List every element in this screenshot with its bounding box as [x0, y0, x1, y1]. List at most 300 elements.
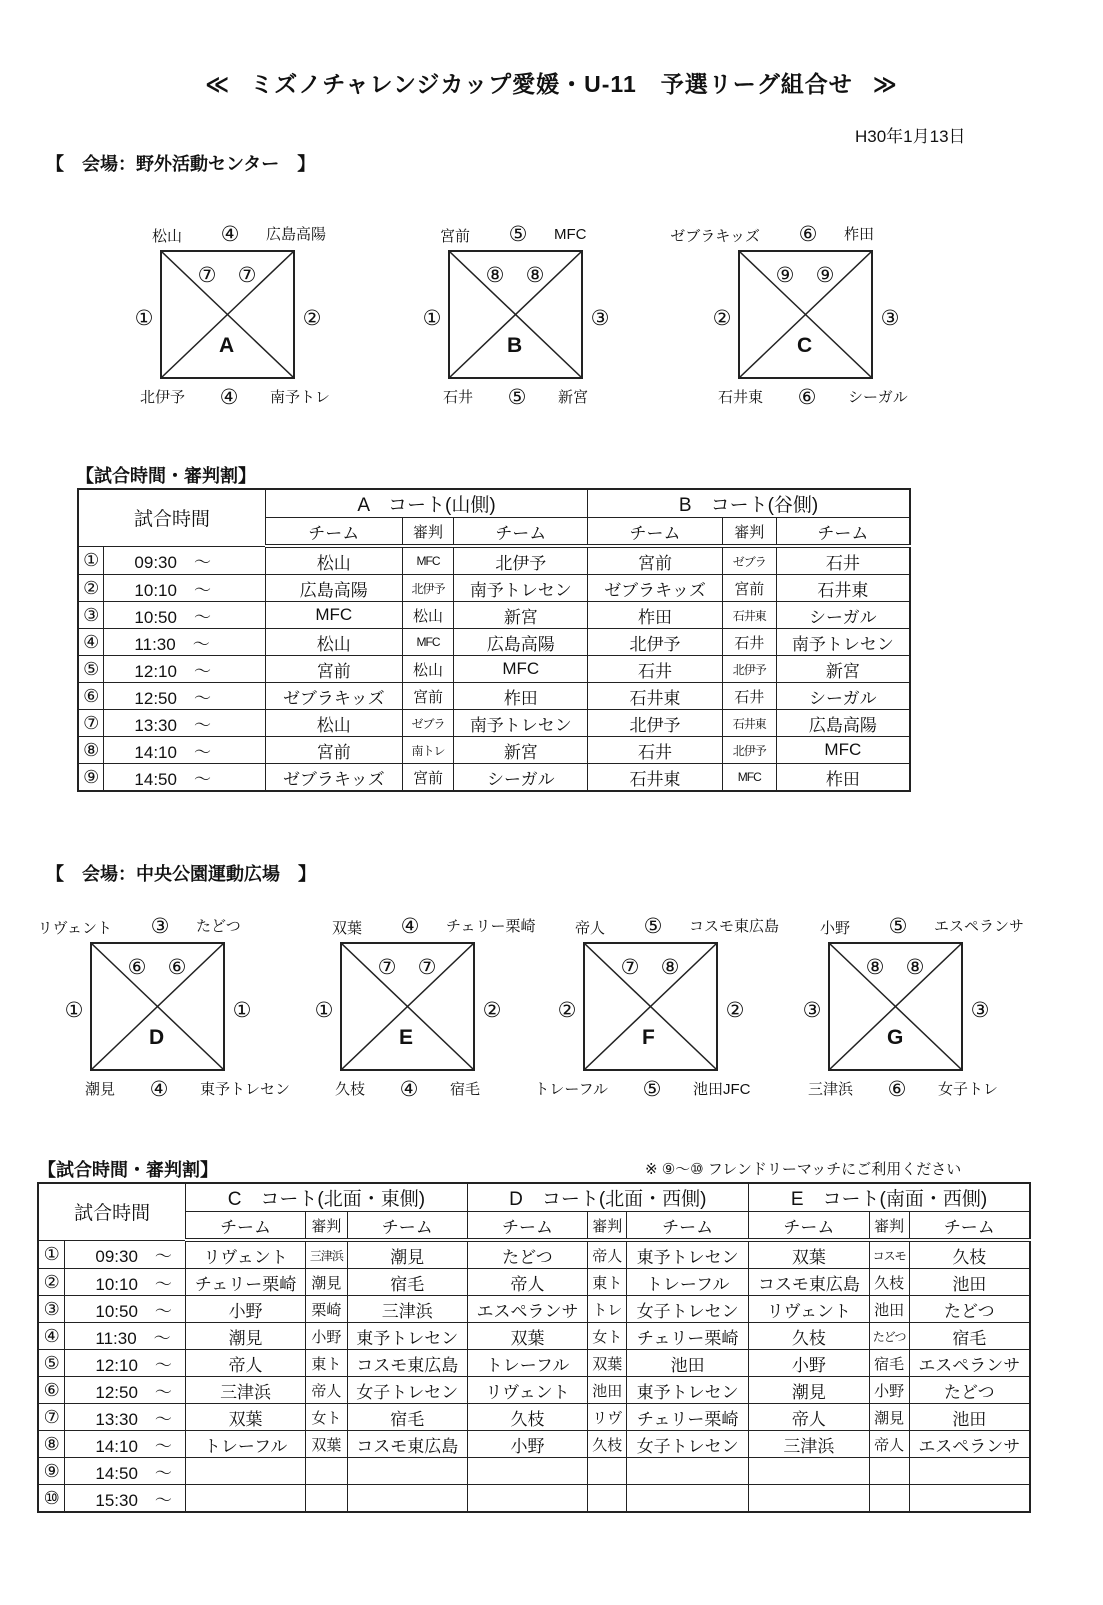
team-cell	[748, 1485, 869, 1513]
match-num-inner-right: ⑨	[815, 264, 835, 287]
diagonal-lines	[450, 252, 581, 377]
team-cell: 石井	[588, 737, 723, 764]
match-num-right: ③	[970, 999, 990, 1022]
team-cell: 双葉	[748, 1240, 869, 1269]
match-time: 09:30 ～	[104, 546, 266, 575]
match-num-inner-right: ⑦	[237, 264, 257, 287]
referee-cell	[305, 1458, 347, 1485]
team-top-right: MFC	[554, 226, 587, 243]
court-header: D コート(北面・西側)	[467, 1183, 748, 1212]
match-num-inner-left: ⑦	[377, 956, 397, 979]
referee-cell	[869, 1485, 909, 1513]
team-cell: 松山	[265, 546, 402, 575]
table-row	[38, 1269, 1030, 1296]
match-number: ②	[38, 1269, 65, 1296]
table-row	[78, 546, 910, 575]
team-top-right: 柞田	[844, 226, 875, 243]
team-header: チーム	[265, 518, 402, 547]
referee-cell: 潮見	[869, 1404, 909, 1431]
referee-cell: 双葉	[588, 1350, 627, 1377]
referee-cell: 北伊予	[722, 656, 776, 683]
referee-cell: MFC	[722, 764, 776, 792]
match-num-top: ⑤	[508, 223, 528, 246]
referee-cell: リヴ	[588, 1404, 627, 1431]
match-number: ⑨	[38, 1458, 65, 1485]
team-cell: 新宮	[776, 656, 910, 683]
table-row	[78, 629, 910, 656]
team-cell: 松山	[265, 629, 402, 656]
referee-cell: 潮見	[305, 1269, 347, 1296]
referee-header: 審判	[722, 518, 776, 547]
match-num-left: ③	[802, 999, 822, 1022]
team-top-right: たどつ	[196, 918, 241, 935]
referee-cell: ゼブラ	[402, 710, 454, 737]
group-box-g	[828, 942, 963, 1071]
team-cell: 小野	[467, 1431, 588, 1458]
team-cell: 潮見	[347, 1240, 467, 1269]
match-num-inner-right: ⑧	[660, 956, 680, 979]
table-row	[38, 1296, 1030, 1323]
team-cell: 北伊予	[588, 629, 723, 656]
match-number: ⑦	[78, 710, 104, 737]
team-cell: 双葉	[467, 1323, 588, 1350]
match-time: 10:10 ～	[104, 575, 266, 602]
team-cell: エスペランサ	[909, 1431, 1030, 1458]
match-number: ④	[78, 629, 104, 656]
referee-cell: 石井東	[722, 602, 776, 629]
table-row	[78, 764, 910, 792]
team-cell: MFC	[265, 602, 402, 629]
referee-cell: 石井東	[722, 710, 776, 737]
team-cell: 宿毛	[347, 1269, 467, 1296]
match-num-inner-right: ⑥	[167, 956, 187, 979]
table-row	[38, 1458, 1030, 1485]
team-cell	[627, 1458, 749, 1485]
team-cell: 東予トレセン	[627, 1377, 749, 1404]
team-cell: 南予トレセン	[454, 575, 588, 602]
team-top-right: エスペランサ	[934, 918, 1025, 935]
group-box-b	[448, 250, 583, 379]
match-num-right: ②	[725, 999, 745, 1022]
diagonal-lines	[342, 944, 473, 1069]
match-time: 13:30 ～	[104, 710, 266, 737]
court-header: A コート(山側)	[265, 489, 587, 518]
title-text: ミズノチャレンジカップ愛媛・U-11 予選リーグ組合せ	[250, 71, 853, 97]
team-cell: 双葉	[186, 1404, 306, 1431]
match-time: 10:50 ～	[104, 602, 266, 629]
team-header: チーム	[454, 518, 588, 547]
referee-cell: 宮前	[722, 575, 776, 602]
team-cell: 帝人	[467, 1269, 588, 1296]
match-num-top: ⑤	[888, 915, 908, 938]
group-box-e	[340, 942, 475, 1071]
team-cell	[909, 1485, 1030, 1513]
match-number: ⑧	[78, 737, 104, 764]
diagonal-lines	[585, 944, 716, 1069]
team-bottom-left: 久枝	[334, 1081, 365, 1098]
team-cell	[748, 1458, 869, 1485]
match-number: ⑦	[38, 1404, 65, 1431]
venue2-schedule-table	[37, 1182, 1031, 1513]
match-num-left: ①	[314, 999, 334, 1022]
team-bottom-left: 北伊予	[139, 389, 185, 406]
match-num-right: ③	[880, 307, 900, 330]
team-cell: 東予トレセン	[347, 1323, 467, 1350]
group-box-f	[583, 942, 718, 1071]
team-header: チーム	[748, 1212, 869, 1241]
table-row	[78, 602, 910, 629]
referee-header: 審判	[305, 1212, 347, 1241]
match-number: ⑤	[38, 1350, 65, 1377]
team-cell: ゼブラキッズ	[588, 575, 723, 602]
team-bottom-right: シーガル	[848, 389, 908, 406]
match-num-bottom: ⑤	[642, 1078, 662, 1101]
group-letter: B	[507, 334, 523, 357]
time-header: 試合時間	[78, 489, 265, 546]
referee-cell: 女ト	[305, 1404, 347, 1431]
match-time: 15:30 ～	[65, 1485, 186, 1513]
team-cell	[186, 1458, 306, 1485]
group-letter: C	[797, 334, 813, 357]
team-cell	[467, 1458, 588, 1485]
match-num-top: ④	[220, 223, 240, 246]
team-cell: シーガル	[776, 683, 910, 710]
team-header: チーム	[588, 518, 723, 547]
match-num-top: ③	[150, 915, 170, 938]
team-cell: シーガル	[454, 764, 588, 792]
court-header: C コート(北面・東側)	[186, 1183, 467, 1212]
table-row	[38, 1323, 1030, 1350]
referee-cell: トレ	[588, 1296, 627, 1323]
team-cell: 三津浜	[748, 1431, 869, 1458]
team-cell: 北伊予	[454, 546, 588, 575]
match-num-left: ①	[422, 307, 442, 330]
team-cell: 松山	[265, 710, 402, 737]
match-time: 11:30 ～	[104, 629, 266, 656]
court-header: E コート(南面・西側)	[748, 1183, 1030, 1212]
referee-cell: コスモ	[869, 1240, 909, 1269]
match-num-inner-right: ⑦	[417, 956, 437, 979]
match-time: 12:10 ～	[65, 1350, 186, 1377]
referee-cell: 双葉	[305, 1431, 347, 1458]
team-top-right: チェリー栗崎	[446, 918, 536, 935]
team-cell	[467, 1485, 588, 1513]
match-num-bottom: ④	[149, 1078, 169, 1101]
match-number: ⑧	[38, 1431, 65, 1458]
team-header: チーム	[347, 1212, 467, 1241]
team-cell: リヴェント	[186, 1240, 306, 1269]
table-row	[38, 1377, 1030, 1404]
team-cell: 久枝	[467, 1404, 588, 1431]
team-cell: 東予トレセン	[627, 1240, 749, 1269]
referee-cell: 東ト	[305, 1350, 347, 1377]
team-cell: 池田	[909, 1269, 1030, 1296]
team-cell: 久枝	[909, 1240, 1030, 1269]
team-cell	[186, 1485, 306, 1513]
match-num-left: ②	[712, 307, 732, 330]
match-time: 09:30 ～	[65, 1240, 186, 1269]
referee-cell: 栗崎	[305, 1296, 347, 1323]
group-letter: F	[642, 1026, 655, 1049]
team-cell: 柞田	[454, 683, 588, 710]
team-header: チーム	[627, 1212, 749, 1241]
team-cell	[347, 1485, 467, 1513]
team-cell: 石井	[776, 546, 910, 575]
team-cell: たどつ	[909, 1296, 1030, 1323]
team-top-left: 帝人	[574, 920, 605, 937]
match-num-inner-left: ⑦	[197, 264, 217, 287]
team-bottom-left: 石井	[442, 389, 473, 406]
team-cell: 宮前	[265, 737, 402, 764]
referee-cell: 北伊予	[722, 737, 776, 764]
team-cell: たどつ	[467, 1240, 588, 1269]
court-header: B コート(谷側)	[588, 489, 910, 518]
match-num-right: ②	[482, 999, 502, 1022]
team-cell: エスペランサ	[909, 1350, 1030, 1377]
referee-cell: 北伊予	[402, 575, 454, 602]
group-box-c	[738, 250, 873, 379]
match-num-inner-right: ⑧	[525, 264, 545, 287]
friendly-match-note: ※ ⑨～⑩ フレンドリーマッチにご利用ください	[645, 1161, 962, 1178]
team-header: チーム	[776, 518, 910, 547]
team-bottom-right: 池田JFC	[693, 1081, 751, 1098]
match-num-right: ②	[302, 307, 322, 330]
table-row	[78, 710, 910, 737]
match-number: ②	[78, 575, 104, 602]
referee-cell: 久枝	[588, 1431, 627, 1458]
team-cell: ゼブラキッズ	[265, 764, 402, 792]
team-cell: 帝人	[186, 1350, 306, 1377]
team-bottom-right: 新宮	[558, 389, 589, 406]
match-time: 12:50 ～	[65, 1377, 186, 1404]
team-top-left: 双葉	[331, 920, 362, 937]
header-row-courts	[38, 1183, 1030, 1212]
referee-cell: MFC	[402, 546, 454, 575]
match-number: ⑥	[38, 1377, 65, 1404]
referee-cell	[588, 1458, 627, 1485]
team-cell: チェリー栗崎	[627, 1404, 749, 1431]
referee-cell: 宮前	[402, 683, 454, 710]
team-top-left: リヴェント	[37, 920, 112, 937]
referee-cell	[588, 1485, 627, 1513]
referee-cell: 松山	[402, 602, 454, 629]
venue2-label: 【 会場：中央公園運動広場 】	[46, 864, 316, 884]
match-time: 14:50 ～	[65, 1458, 186, 1485]
team-cell: 宮前	[265, 656, 402, 683]
match-time: 14:10 ～	[65, 1431, 186, 1458]
match-num-bottom: ④	[219, 386, 239, 409]
team-cell: たどつ	[909, 1377, 1030, 1404]
referee-cell: 宮前	[402, 764, 454, 792]
match-num-bottom: ⑥	[797, 386, 817, 409]
referee-cell: 東ト	[588, 1269, 627, 1296]
venue2-schedule-label: 【試合時間・審判割】	[38, 1160, 218, 1180]
team-cell: コスモ東広島	[347, 1350, 467, 1377]
referee-cell: 帝人	[305, 1377, 347, 1404]
team-cell: 柞田	[776, 764, 910, 792]
table-row	[78, 656, 910, 683]
referee-cell: 池田	[588, 1377, 627, 1404]
team-cell: MFC	[454, 656, 588, 683]
referee-cell: 三津浜	[305, 1240, 347, 1269]
team-cell: 久枝	[748, 1323, 869, 1350]
match-num-left: ①	[64, 999, 84, 1022]
team-cell: 南予トレセン	[776, 629, 910, 656]
match-time: 12:10 ～	[104, 656, 266, 683]
team-bottom-left: 石井東	[717, 389, 763, 406]
team-cell: リヴェント	[748, 1296, 869, 1323]
team-cell: 帝人	[748, 1404, 869, 1431]
referee-cell: 宿毛	[869, 1350, 909, 1377]
match-time: 14:50 ～	[104, 764, 266, 792]
venue1-label: 【 会場：野外活動センター 】	[46, 154, 316, 174]
team-top-right: コスモ東広島	[689, 918, 780, 935]
match-num-inner-right: ⑧	[905, 956, 925, 979]
referee-header: 審判	[588, 1212, 627, 1241]
referee-header: 審判	[869, 1212, 909, 1241]
match-number: ①	[38, 1240, 65, 1269]
team-cell: 三津浜	[186, 1377, 306, 1404]
match-num-top: ⑤	[643, 915, 663, 938]
table-row	[38, 1404, 1030, 1431]
team-cell: 南予トレセン	[454, 710, 588, 737]
match-number: ⑩	[38, 1485, 65, 1513]
team-cell: シーガル	[776, 602, 910, 629]
match-time: 10:10 ～	[65, 1269, 186, 1296]
referee-cell: 帝人	[869, 1431, 909, 1458]
team-cell: 宮前	[588, 546, 723, 575]
match-num-inner-left: ⑨	[775, 264, 795, 287]
team-header: チーム	[467, 1212, 588, 1241]
team-cell: コスモ東広島	[748, 1269, 869, 1296]
venue1-schedule-table	[77, 488, 911, 792]
team-cell: 広島高陽	[454, 629, 588, 656]
referee-cell: 久枝	[869, 1269, 909, 1296]
match-number: ④	[38, 1323, 65, 1350]
group-box-a	[160, 250, 295, 379]
group-letter: G	[887, 1026, 904, 1049]
table-row	[78, 683, 910, 710]
team-cell: 新宮	[454, 602, 588, 629]
referee-cell: ゼブラ	[722, 546, 776, 575]
referee-cell: 女ト	[588, 1323, 627, 1350]
team-cell: 石井	[588, 656, 723, 683]
table-row	[38, 1485, 1030, 1513]
team-cell: 女子トレセン	[627, 1431, 749, 1458]
table-row	[78, 737, 910, 764]
match-number: ①	[78, 546, 104, 575]
team-bottom-right: 南予トレ	[270, 389, 331, 406]
group-letter: E	[399, 1026, 414, 1049]
team-top-left: 小野	[819, 920, 850, 937]
team-bottom-right: 東予トレセン	[200, 1081, 291, 1098]
referee-cell: たどつ	[869, 1323, 909, 1350]
team-cell: ゼブラキッズ	[265, 683, 402, 710]
referee-cell: 池田	[869, 1296, 909, 1323]
team-bottom-left: 潮見	[84, 1081, 115, 1098]
team-cell: 柞田	[588, 602, 723, 629]
referee-cell	[869, 1458, 909, 1485]
match-num-inner-left: ⑦	[620, 956, 640, 979]
diagonal-lines	[830, 944, 961, 1069]
table-row	[38, 1431, 1030, 1458]
team-cell: 小野	[186, 1296, 306, 1323]
team-cell: エスペランサ	[467, 1296, 588, 1323]
team-cell: 宿毛	[909, 1323, 1030, 1350]
match-num-right: ③	[590, 307, 610, 330]
match-num-bottom: ⑥	[887, 1078, 907, 1101]
match-num-bottom: ④	[399, 1078, 419, 1101]
referee-cell: 小野	[305, 1323, 347, 1350]
match-time: 11:30 ～	[65, 1323, 186, 1350]
match-num-bottom: ⑤	[507, 386, 527, 409]
team-cell: 池田	[909, 1404, 1030, 1431]
team-cell: 三津浜	[347, 1296, 467, 1323]
venue1-schedule-label: 【試合時間・審判割】	[76, 466, 256, 486]
match-time: 13:30 ～	[65, 1404, 186, 1431]
header-row-courts	[78, 489, 910, 518]
team-cell: トレーフル	[627, 1269, 749, 1296]
title-right-mark: ≫	[872, 71, 898, 97]
group-box-d	[90, 942, 225, 1071]
diagonal-lines	[162, 252, 293, 377]
referee-cell: 石井	[722, 683, 776, 710]
title-left-mark: ≪	[205, 71, 231, 97]
diagonal-lines	[92, 944, 223, 1069]
diagonal-lines	[740, 252, 871, 377]
team-cell: 潮見	[748, 1377, 869, 1404]
team-cell: 広島高陽	[265, 575, 402, 602]
match-num-inner-left: ⑧	[485, 264, 505, 287]
time-header: 試合時間	[38, 1183, 186, 1240]
team-cell: 北伊予	[588, 710, 723, 737]
table-row	[38, 1350, 1030, 1377]
referee-cell: 帝人	[588, 1240, 627, 1269]
match-num-inner-left: ⑧	[865, 956, 885, 979]
match-number: ⑨	[78, 764, 104, 792]
team-cell: 小野	[748, 1350, 869, 1377]
referee-cell: 石井	[722, 629, 776, 656]
referee-cell: 小野	[869, 1377, 909, 1404]
team-bottom-left: 三津浜	[807, 1081, 853, 1098]
referee-cell: MFC	[402, 629, 454, 656]
team-cell	[627, 1485, 749, 1513]
referee-cell: 松山	[402, 656, 454, 683]
table-row	[78, 575, 910, 602]
team-header: チーム	[186, 1212, 306, 1241]
team-cell: コスモ東広島	[347, 1431, 467, 1458]
team-top-left: 宮前	[439, 228, 470, 245]
match-num-left: ①	[134, 307, 154, 330]
header-row-sub	[38, 1212, 1030, 1241]
team-top-left: 松山	[151, 228, 182, 245]
team-cell: 女子トレセン	[627, 1296, 749, 1323]
team-cell: 広島高陽	[776, 710, 910, 737]
team-cell: MFC	[776, 737, 910, 764]
team-cell: 石井東	[588, 683, 723, 710]
page-title	[0, 66, 1103, 99]
team-top-left: ゼブラキッズ	[670, 228, 760, 245]
table-row	[38, 1240, 1030, 1269]
team-cell: 潮見	[186, 1323, 306, 1350]
match-number: ③	[38, 1296, 65, 1323]
match-time: 14:10 ～	[104, 737, 266, 764]
referee-cell	[305, 1485, 347, 1513]
match-num-top: ④	[400, 915, 420, 938]
match-number: ⑤	[78, 656, 104, 683]
team-cell: チェリー栗崎	[627, 1323, 749, 1350]
team-bottom-right: 女子トレ	[938, 1081, 999, 1098]
